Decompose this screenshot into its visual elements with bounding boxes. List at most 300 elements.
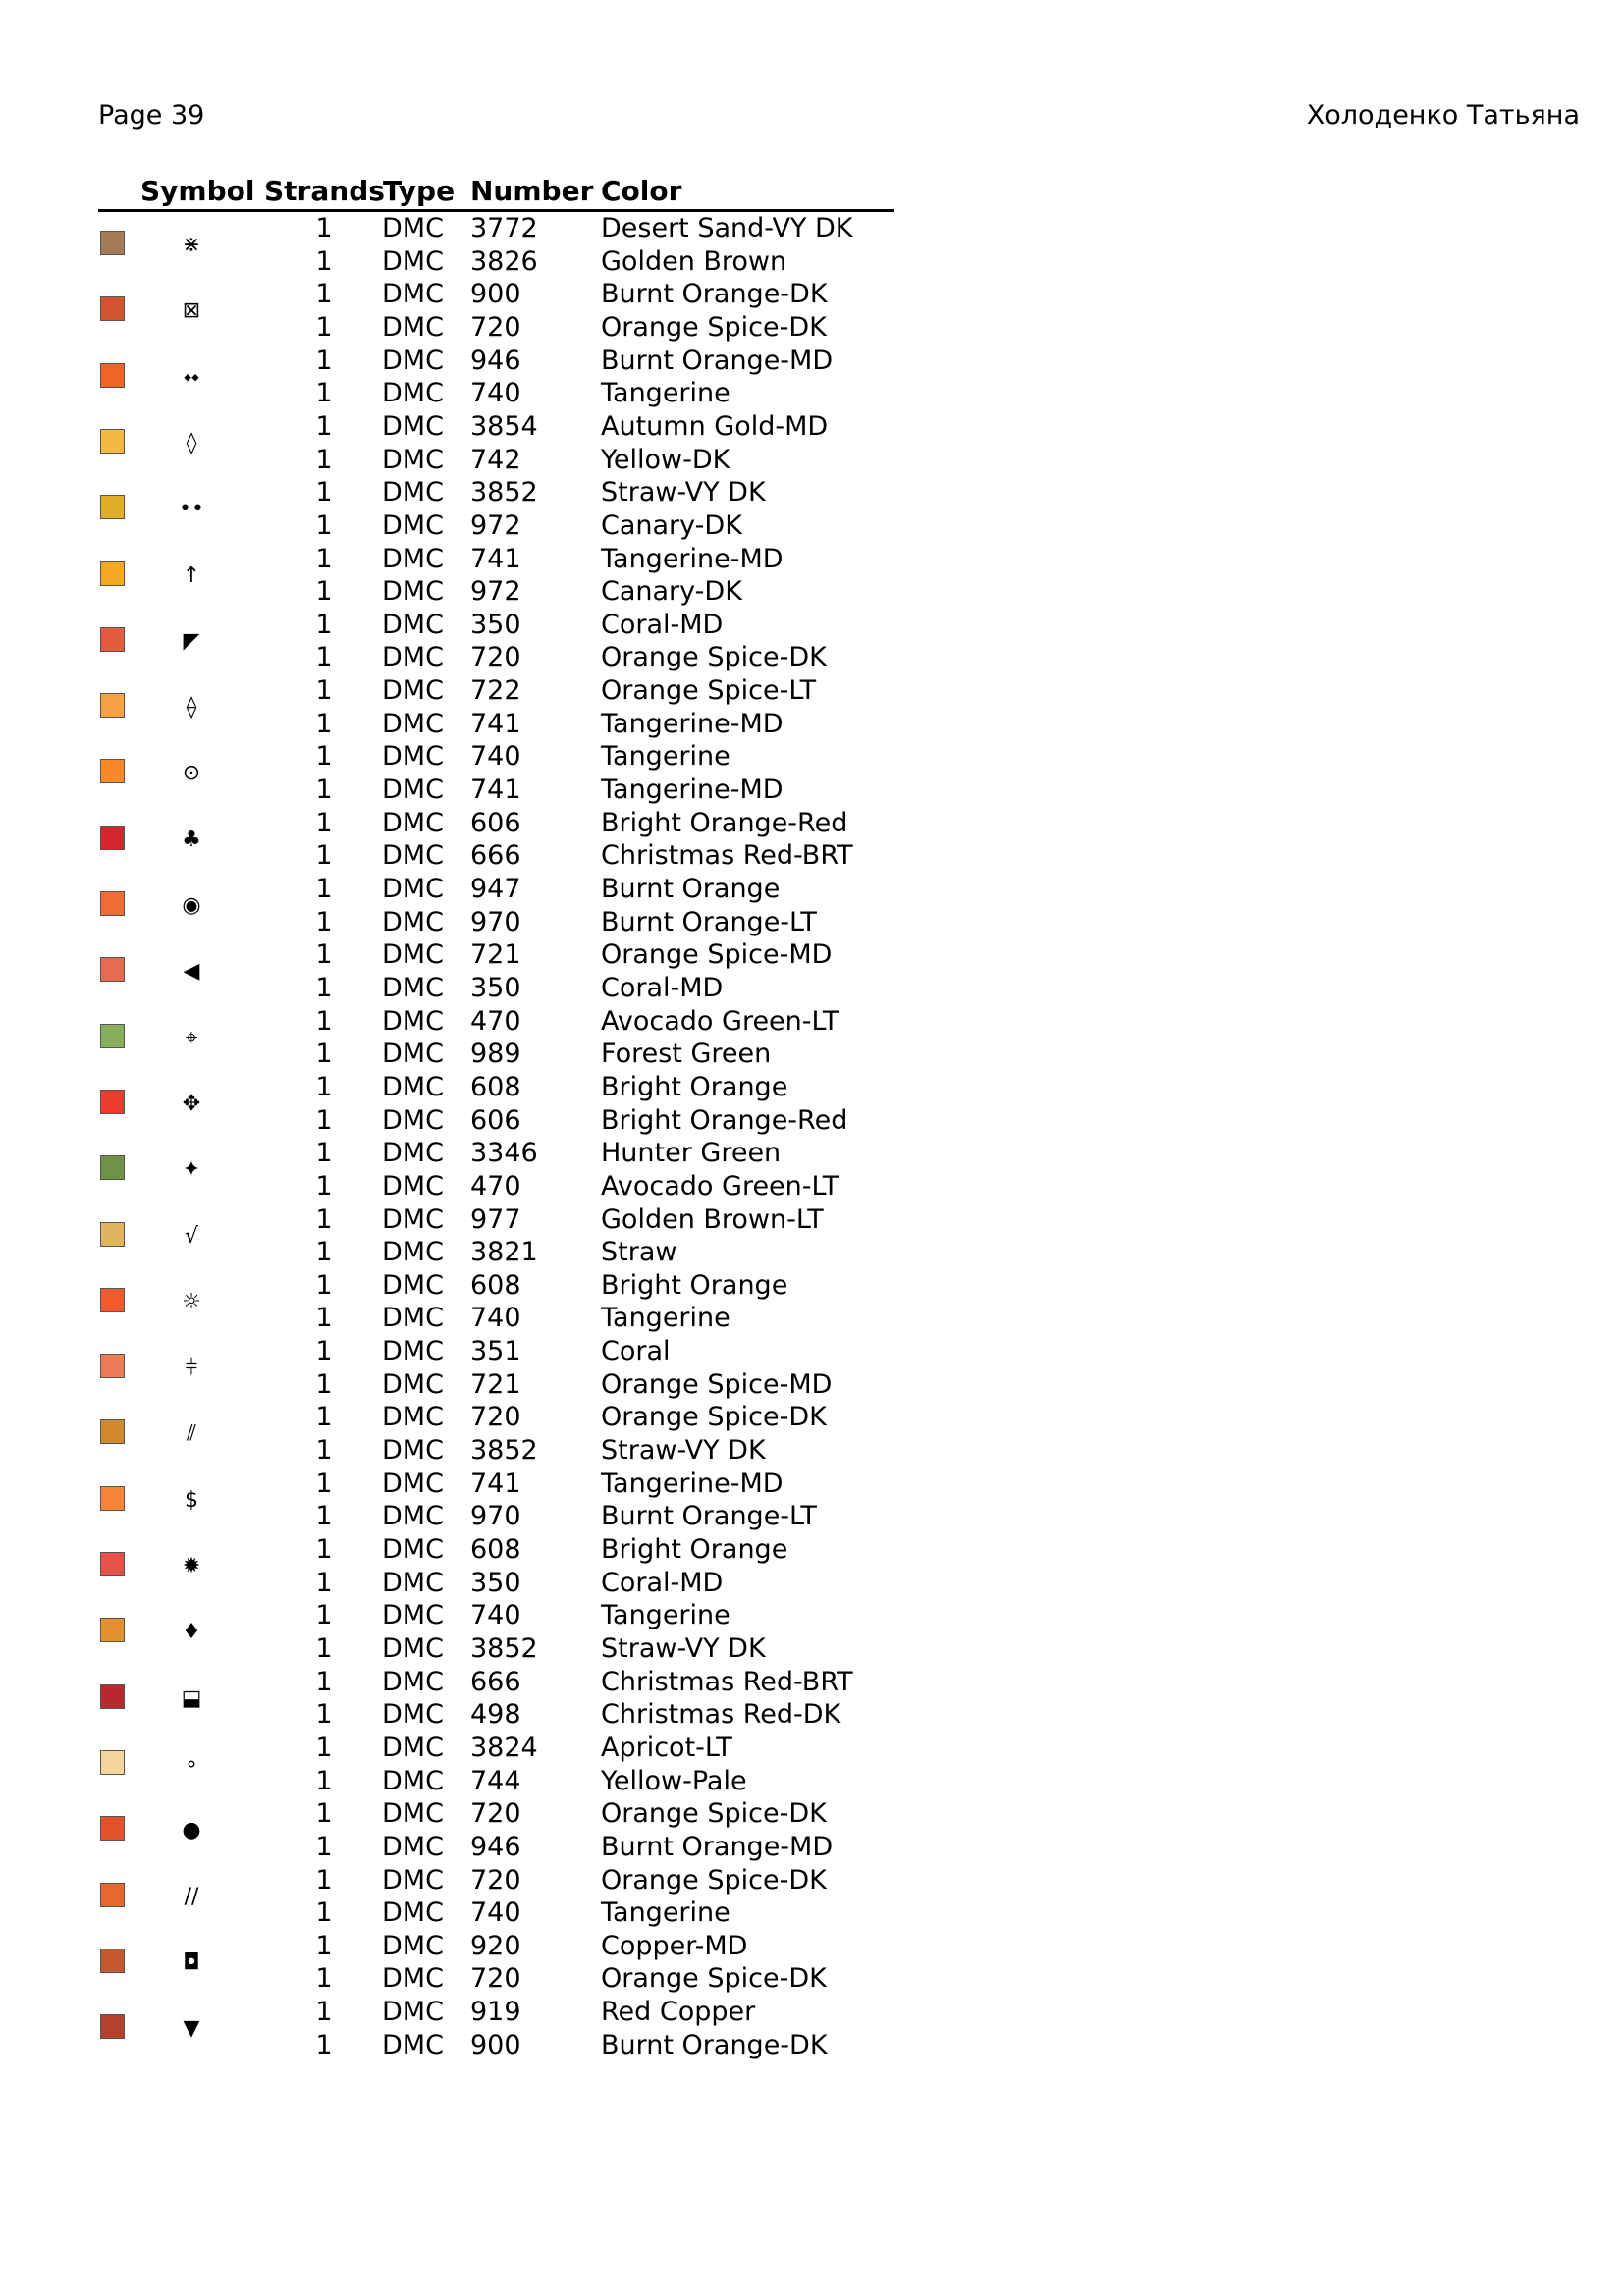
- color-name-cell: Orange Spice-DK: [601, 1798, 827, 1830]
- table-row: [0, 609, 982, 642]
- number-cell: 470: [470, 1005, 521, 1037]
- number-cell: 740: [470, 378, 521, 409]
- stitch-symbol: //: [184, 1884, 199, 1909]
- stitch-symbol: ⌖: [185, 1025, 198, 1050]
- color-name-cell: Burnt Orange-MD: [601, 1831, 834, 1862]
- type-cell: DMC: [382, 245, 444, 277]
- strands-cell: 1: [315, 1303, 333, 1334]
- number-cell: 470: [470, 1170, 521, 1201]
- strands-cell: 1: [315, 509, 333, 541]
- type-cell: DMC: [382, 1501, 444, 1532]
- thread-group: [0, 1269, 982, 1335]
- table-row: [0, 1797, 982, 1831]
- type-cell: DMC: [382, 1402, 444, 1433]
- type-cell: DMC: [382, 1699, 444, 1731]
- number-cell: 742: [470, 444, 521, 475]
- type-cell: DMC: [382, 1368, 444, 1400]
- strands-cell: 1: [315, 1336, 333, 1367]
- color-name-cell: Canary-DK: [601, 509, 742, 541]
- type-cell: DMC: [382, 1303, 444, 1334]
- stitch-symbol: ⬩⬩: [184, 364, 199, 390]
- stitch-symbol: ✦: [182, 1157, 201, 1183]
- strands-cell: 1: [315, 410, 333, 442]
- stitch-symbol: ↑: [182, 562, 201, 588]
- type-cell: DMC: [382, 1632, 444, 1664]
- strands-cell: 1: [315, 1237, 333, 1268]
- type-cell: DMC: [382, 1039, 444, 1070]
- table-row: [0, 1104, 982, 1138]
- thread-group: [0, 609, 982, 674]
- strands-cell: 1: [315, 1468, 333, 1499]
- thread-group: [0, 1335, 982, 1401]
- table-row: [0, 1962, 982, 1996]
- stitch-symbol: ▼: [183, 2016, 200, 2042]
- strands-cell: 1: [315, 1732, 333, 1763]
- number-cell: 606: [470, 807, 521, 838]
- number-cell: 741: [470, 543, 521, 574]
- type-cell: DMC: [382, 1831, 444, 1862]
- table-row: [0, 1666, 982, 1699]
- color-name-cell: Burnt Orange-LT: [601, 906, 817, 937]
- type-cell: DMC: [382, 1468, 444, 1499]
- number-cell: 900: [470, 279, 521, 310]
- strands-cell: 1: [315, 576, 333, 608]
- thread-group: [0, 807, 982, 873]
- strands-cell: 1: [315, 1765, 333, 1796]
- number-cell: 720: [470, 311, 521, 343]
- table-row: [0, 873, 982, 906]
- color-name-cell: Burnt Orange-DK: [601, 2029, 828, 2060]
- color-name-cell: Tangerine-MD: [601, 543, 784, 574]
- table-row: [0, 2029, 982, 2062]
- strands-cell: 1: [315, 708, 333, 739]
- table-row: [0, 774, 982, 807]
- table-row: [0, 1269, 982, 1303]
- number-cell: 970: [470, 1501, 521, 1532]
- type-cell: DMC: [382, 477, 444, 508]
- thread-group: [0, 1797, 982, 1863]
- table-row: [0, 1071, 982, 1104]
- number-cell: 3826: [470, 245, 538, 277]
- thread-group: [0, 1930, 982, 1996]
- strands-cell: 1: [315, 1402, 333, 1433]
- strands-cell: 1: [315, 609, 333, 640]
- table-row: [0, 1698, 982, 1732]
- strands-cell: 1: [315, 1567, 333, 1598]
- number-cell: 3852: [470, 477, 538, 508]
- table-row: [0, 906, 982, 939]
- number-cell: 740: [470, 1600, 521, 1631]
- type-cell: DMC: [382, 444, 444, 475]
- strands-cell: 1: [315, 1138, 333, 1169]
- thread-group: [0, 1071, 982, 1137]
- thread-group: [0, 1401, 982, 1467]
- table-row: [0, 377, 982, 410]
- strands-cell: 1: [315, 1005, 333, 1037]
- stitch-symbol: ◉: [182, 893, 201, 918]
- thread-group: [0, 1864, 982, 1930]
- strands-cell: 1: [315, 1864, 333, 1896]
- stitch-symbol: ⫽: [187, 1421, 196, 1447]
- number-cell: 722: [470, 675, 521, 707]
- table-row: [0, 245, 982, 279]
- color-name-cell: Bright Orange: [601, 1534, 788, 1565]
- type-cell: DMC: [382, 874, 444, 904]
- number-cell: 972: [470, 509, 521, 541]
- color-name-cell: Yellow-DK: [601, 444, 730, 475]
- type-cell: DMC: [382, 1138, 444, 1169]
- table-row: [0, 1137, 982, 1170]
- type-cell: DMC: [382, 807, 444, 838]
- color-name-cell: Orange Spice-DK: [601, 1864, 827, 1896]
- strands-cell: 1: [315, 245, 333, 277]
- strands-cell: 1: [315, 1798, 333, 1830]
- number-cell: 608: [470, 1534, 521, 1565]
- type-cell: DMC: [382, 939, 444, 971]
- type-cell: DMC: [382, 906, 444, 937]
- number-cell: 740: [470, 1897, 521, 1929]
- number-cell: 606: [470, 1104, 521, 1136]
- color-name-cell: Christmas Red-BRT: [601, 1666, 853, 1697]
- number-cell: 666: [470, 840, 521, 872]
- number-cell: 720: [470, 1864, 521, 1896]
- type-cell: DMC: [382, 1269, 444, 1301]
- thread-group: [0, 1599, 982, 1665]
- strands-cell: 1: [315, 1963, 333, 1995]
- strands-cell: 1: [315, 311, 333, 343]
- stitch-symbol: ⋇: [182, 233, 201, 257]
- table-row: [0, 1335, 982, 1368]
- strands-cell: 1: [315, 774, 333, 806]
- color-name-cell: Avocado Green-LT: [601, 1005, 839, 1037]
- thread-group: [0, 543, 982, 609]
- color-name-cell: Bright Orange: [601, 1269, 788, 1301]
- color-name-cell: Golden Brown-LT: [601, 1203, 824, 1235]
- number-cell: 350: [470, 972, 521, 1003]
- strands-cell: 1: [315, 1930, 333, 1961]
- color-name-cell: Forest Green: [601, 1039, 772, 1070]
- number-cell: 498: [470, 1699, 521, 1731]
- strands-cell: 1: [315, 874, 333, 904]
- strands-cell: 1: [315, 1831, 333, 1862]
- strands-cell: 1: [315, 1039, 333, 1070]
- type-cell: DMC: [382, 345, 444, 376]
- table-row: [0, 311, 982, 345]
- thread-group: [0, 278, 982, 344]
- table-row: [0, 972, 982, 1005]
- color-name-cell: Straw-VY DK: [601, 1632, 766, 1664]
- color-name-cell: Orange Spice-DK: [601, 1963, 827, 1995]
- stitch-symbol: ♣: [182, 827, 201, 852]
- stitch-symbol: ◊: [186, 430, 197, 455]
- thread-group: [0, 674, 982, 740]
- color-name-cell: Orange Spice-MD: [601, 1368, 833, 1400]
- table-row: [0, 345, 982, 378]
- number-cell: 741: [470, 1468, 521, 1499]
- stitch-symbol: ◘: [183, 1949, 200, 1975]
- table-row: [0, 1896, 982, 1930]
- color-name-cell: Coral: [601, 1336, 671, 1367]
- number-cell: 3852: [470, 1632, 538, 1664]
- thread-group: [0, 1468, 982, 1533]
- strands-cell: 1: [315, 213, 333, 243]
- number-cell: 3772: [470, 213, 538, 243]
- table-row: [0, 1401, 982, 1434]
- type-cell: DMC: [382, 675, 444, 707]
- strands-cell: 1: [315, 279, 333, 310]
- number-cell: 972: [470, 576, 521, 608]
- table-row: [0, 1765, 982, 1798]
- number-cell: 740: [470, 741, 521, 773]
- type-cell: DMC: [382, 1071, 444, 1102]
- type-cell: DMC: [382, 1435, 444, 1467]
- type-cell: DMC: [382, 642, 444, 673]
- type-cell: DMC: [382, 1170, 444, 1201]
- table-row: [0, 641, 982, 674]
- thread-group: [0, 1203, 982, 1269]
- strands-cell: 1: [315, 1897, 333, 1929]
- color-name-cell: Bright Orange: [601, 1071, 788, 1102]
- thread-group: [0, 1996, 982, 2061]
- stitch-symbol: ♦: [182, 1620, 201, 1645]
- strands-cell: 1: [315, 444, 333, 475]
- color-name-cell: Yellow-Pale: [601, 1765, 747, 1796]
- column-header-strands: Strands: [264, 175, 385, 207]
- number-cell: 720: [470, 642, 521, 673]
- number-cell: 608: [470, 1071, 521, 1102]
- number-cell: 919: [470, 1997, 521, 2028]
- type-cell: DMC: [382, 2029, 444, 2060]
- table-row: [0, 212, 982, 245]
- number-cell: 946: [470, 1831, 521, 1862]
- table-row: [0, 674, 982, 708]
- number-cell: 721: [470, 939, 521, 971]
- thread-group: [0, 1666, 982, 1732]
- type-cell: DMC: [382, 840, 444, 872]
- table-row: [0, 1368, 982, 1402]
- stitch-symbol: ✹: [182, 1554, 201, 1578]
- table-row: [0, 1996, 982, 2029]
- type-cell: DMC: [382, 1237, 444, 1268]
- strands-cell: 1: [315, 1699, 333, 1731]
- strands-cell: 1: [315, 345, 333, 376]
- type-cell: DMC: [382, 1600, 444, 1631]
- strands-cell: 1: [315, 1534, 333, 1565]
- type-cell: DMC: [382, 1005, 444, 1037]
- strands-cell: 1: [315, 477, 333, 508]
- stitch-symbol: ☼: [182, 1289, 201, 1314]
- stitch-symbol: ●: [182, 1818, 201, 1843]
- color-name-cell: Straw-VY DK: [601, 1435, 766, 1467]
- number-cell: 3852: [470, 1435, 538, 1467]
- number-cell: 720: [470, 1798, 521, 1830]
- color-name-cell: Straw: [601, 1237, 677, 1268]
- table-row: [0, 1864, 982, 1897]
- color-name-cell: Tangerine: [601, 741, 730, 773]
- strands-cell: 1: [315, 675, 333, 707]
- color-name-cell: Tangerine: [601, 1897, 730, 1929]
- type-cell: DMC: [382, 708, 444, 739]
- number-cell: 900: [470, 2029, 521, 2060]
- color-name-cell: Tangerine: [601, 1600, 730, 1631]
- strands-cell: 1: [315, 2029, 333, 2060]
- table-row: [0, 1038, 982, 1071]
- table-row: [0, 839, 982, 873]
- color-name-cell: Tangerine: [601, 1303, 730, 1334]
- color-name-cell: Copper-MD: [601, 1930, 748, 1961]
- strands-cell: 1: [315, 1368, 333, 1400]
- type-cell: DMC: [382, 1997, 444, 2028]
- stitch-symbol: ⊠: [182, 298, 201, 324]
- thread-group: [0, 938, 982, 1004]
- type-cell: DMC: [382, 1666, 444, 1697]
- number-cell: 989: [470, 1039, 521, 1070]
- column-header-color: Color: [601, 175, 682, 207]
- table-row: [0, 1170, 982, 1203]
- strands-cell: 1: [315, 807, 333, 838]
- number-cell: 3824: [470, 1732, 538, 1763]
- table-row: [0, 476, 982, 509]
- color-name-cell: Coral-MD: [601, 1567, 724, 1598]
- type-cell: DMC: [382, 378, 444, 409]
- strands-cell: 1: [315, 1997, 333, 2028]
- type-cell: DMC: [382, 1534, 444, 1565]
- color-name-cell: Burnt Orange-LT: [601, 1501, 817, 1532]
- table-row: [0, 278, 982, 311]
- type-cell: DMC: [382, 1798, 444, 1830]
- number-cell: 3821: [470, 1237, 538, 1268]
- type-cell: DMC: [382, 1897, 444, 1929]
- stitch-symbol: $: [185, 1487, 198, 1513]
- number-cell: 3854: [470, 410, 538, 442]
- color-name-cell: Burnt Orange-DK: [601, 279, 828, 310]
- stitch-symbol: ◀: [183, 959, 200, 985]
- color-name-cell: Desert Sand-VY DK: [601, 213, 853, 243]
- color-name-cell: Burnt Orange-MD: [601, 345, 834, 376]
- strands-cell: 1: [315, 1435, 333, 1467]
- table-row: [0, 938, 982, 972]
- type-cell: DMC: [382, 972, 444, 1003]
- stitch-symbol: ⟠: [186, 695, 197, 721]
- type-cell: DMC: [382, 774, 444, 806]
- type-cell: DMC: [382, 279, 444, 310]
- number-cell: 946: [470, 345, 521, 376]
- table-row: [0, 1831, 982, 1864]
- table-row: [0, 575, 982, 609]
- color-name-cell: Tangerine-MD: [601, 774, 784, 806]
- stitch-symbol: √: [184, 1223, 199, 1249]
- table-row: [0, 1005, 982, 1039]
- color-name-cell: Red Copper: [601, 1997, 756, 2028]
- strands-cell: 1: [315, 1071, 333, 1102]
- number-cell: 977: [470, 1203, 521, 1235]
- thread-group: [0, 345, 982, 410]
- type-cell: DMC: [382, 311, 444, 343]
- number-cell: 947: [470, 874, 521, 904]
- strands-cell: 1: [315, 543, 333, 574]
- thread-group: [0, 1732, 982, 1797]
- thread-group: [0, 410, 982, 476]
- column-header-symbol: Symbol: [140, 175, 255, 207]
- thread-group: [0, 740, 982, 806]
- table-row: [0, 444, 982, 477]
- number-cell: 920: [470, 1930, 521, 1961]
- color-name-cell: Straw-VY DK: [601, 477, 766, 508]
- table-row: [0, 1732, 982, 1765]
- number-cell: 970: [470, 906, 521, 937]
- type-cell: DMC: [382, 1765, 444, 1796]
- type-cell: DMC: [382, 741, 444, 773]
- color-name-cell: Tangerine: [601, 378, 730, 409]
- strands-cell: 1: [315, 1632, 333, 1664]
- number-cell: 350: [470, 609, 521, 640]
- type-cell: DMC: [382, 1864, 444, 1896]
- color-name-cell: Tangerine-MD: [601, 708, 784, 739]
- table-row: [0, 1468, 982, 1501]
- color-name-cell: Orange Spice-LT: [601, 675, 817, 707]
- column-header-number: Number: [470, 175, 594, 207]
- page-number: Page 39: [98, 100, 205, 131]
- type-cell: DMC: [382, 1963, 444, 1995]
- color-name-cell: Avocado Green-LT: [601, 1170, 839, 1201]
- table-row: [0, 543, 982, 576]
- table-row: [0, 509, 982, 543]
- number-cell: 740: [470, 1303, 521, 1334]
- color-name-cell: Orange Spice-MD: [601, 939, 833, 971]
- table-row: [0, 1500, 982, 1533]
- strands-cell: 1: [315, 1501, 333, 1532]
- stitch-symbol: ⊙: [182, 761, 201, 786]
- strands-cell: 1: [315, 1666, 333, 1697]
- color-name-cell: Apricot-LT: [601, 1732, 732, 1763]
- stitch-symbol: ∘: [185, 1751, 198, 1777]
- number-cell: 741: [470, 708, 521, 739]
- color-name-cell: Orange Spice-DK: [601, 1402, 827, 1433]
- stitch-symbol: ⫩: [185, 1356, 198, 1381]
- thread-group: [0, 873, 982, 938]
- table-row: [0, 1533, 982, 1567]
- color-name-cell: Orange Spice-DK: [601, 311, 827, 343]
- type-cell: DMC: [382, 1203, 444, 1235]
- number-cell: 720: [470, 1963, 521, 1995]
- table-row: [0, 1599, 982, 1632]
- color-name-cell: Burnt Orange: [601, 874, 781, 904]
- table-row: [0, 1236, 982, 1269]
- type-cell: DMC: [382, 1567, 444, 1598]
- strands-cell: 1: [315, 1269, 333, 1301]
- color-name-cell: Hunter Green: [601, 1138, 782, 1169]
- type-cell: DMC: [382, 1104, 444, 1136]
- number-cell: 741: [470, 774, 521, 806]
- type-cell: DMC: [382, 213, 444, 243]
- type-cell: DMC: [382, 1336, 444, 1367]
- table-row: [0, 708, 982, 741]
- stitch-symbol: ◤: [183, 628, 200, 654]
- color-name-cell: Coral-MD: [601, 609, 724, 640]
- thread-group: [0, 212, 982, 278]
- number-cell: 608: [470, 1269, 521, 1301]
- stitch-symbol: ••: [179, 497, 204, 522]
- type-cell: DMC: [382, 509, 444, 541]
- type-cell: DMC: [382, 1930, 444, 1961]
- type-cell: DMC: [382, 543, 444, 574]
- color-name-cell: Golden Brown: [601, 245, 787, 277]
- color-name-cell: Coral-MD: [601, 972, 724, 1003]
- thread-group: [0, 1533, 982, 1599]
- number-cell: 3346: [470, 1138, 538, 1169]
- color-name-cell: Orange Spice-DK: [601, 642, 827, 673]
- type-cell: DMC: [382, 1732, 444, 1763]
